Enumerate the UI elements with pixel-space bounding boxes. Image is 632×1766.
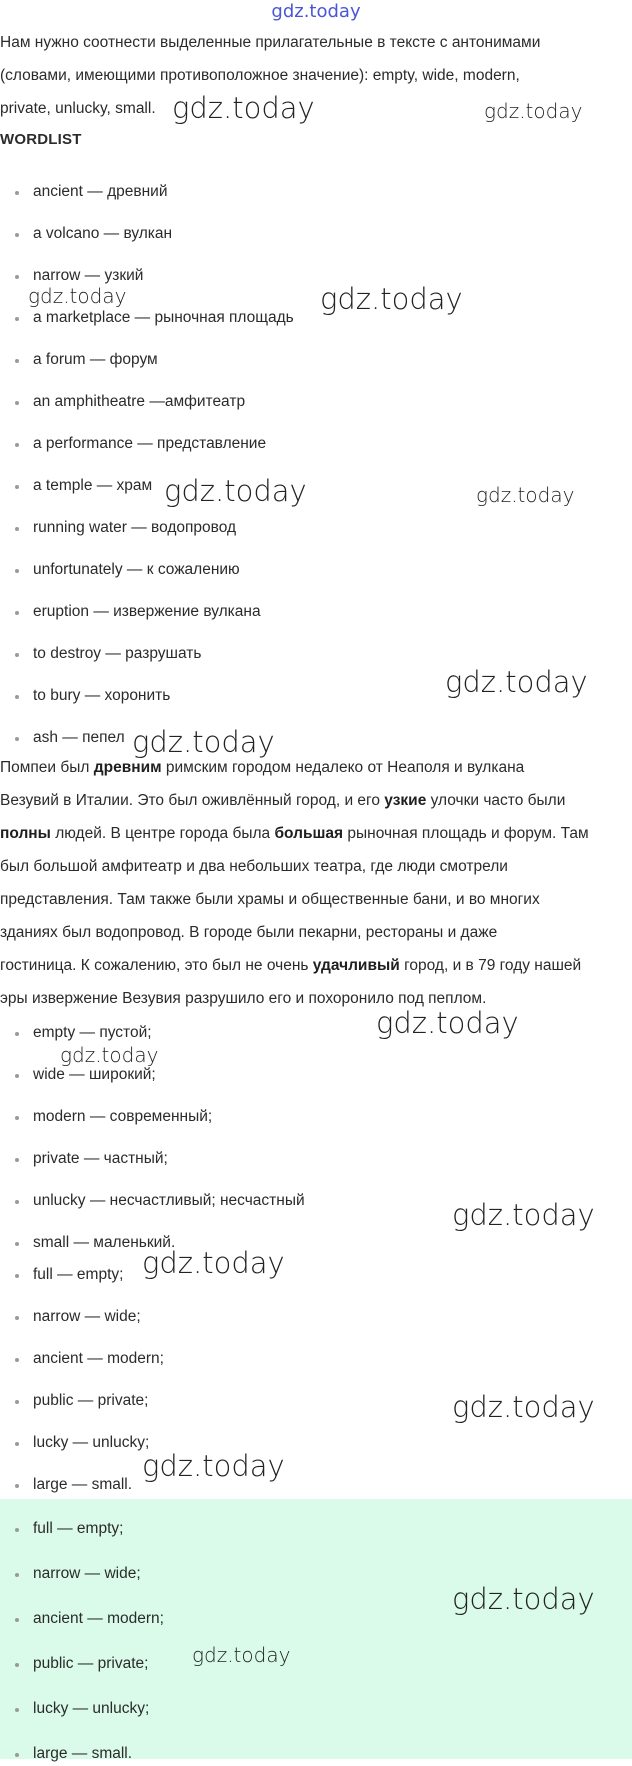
bullet-icon xyxy=(15,359,19,363)
watermark: gdz.today xyxy=(376,1006,519,1040)
highlight-word: древним xyxy=(93,759,162,776)
bullet-icon xyxy=(15,1753,19,1757)
watermark: gdz.today xyxy=(142,1246,285,1280)
watermark: gdz.today xyxy=(60,1043,159,1067)
watermark: gdz.today xyxy=(445,665,588,699)
bullet-icon xyxy=(15,695,19,699)
bullet-icon xyxy=(15,1116,19,1120)
bullet-icon xyxy=(15,485,19,489)
bullet-icon xyxy=(15,1573,19,1577)
bullet-icon xyxy=(15,569,19,573)
translation-paragraph: Помпеи был древним римским городом недалеко от Неаполя и вулкана Везувий в Италии. Это был оживлённый город, и его узкие улочки часто были полны людей. В центре города была большая рыночная площадь и форум. Там был большой амфитеатр и два небольших театра, где люди смотрели представления. Там также были храмы и общественные бани, и во многих зданиях был водопровод. В городе были пекарни, рестораны и даже гостиница. К сожалению, это был не очень удачливый город, и в 79 году нашей эры извержение Везувия разрушило его и похоронило под пеплом. xyxy=(0,759,589,1007)
bullet-icon xyxy=(15,1074,19,1078)
bullet-icon xyxy=(15,1618,19,1622)
bullet-icon xyxy=(15,1274,19,1278)
watermark: gdz.today xyxy=(172,91,315,125)
bullet-icon xyxy=(15,233,19,237)
watermark: gdz.today xyxy=(320,282,463,316)
bullet-icon xyxy=(15,275,19,279)
highlight-word: большая xyxy=(274,825,344,842)
watermark: gdz.today xyxy=(192,1643,291,1667)
answer-box: full — empty; narrow — wide; ancient — modern; public — private; lucky — unlucky; large — small. xyxy=(0,1499,632,1759)
bullet-icon xyxy=(15,1528,19,1532)
watermark: gdz.today xyxy=(452,1582,595,1616)
wordlist-heading: WORDLIST xyxy=(0,131,82,148)
site-logo-mark: gdz.today xyxy=(271,1,361,22)
bullet-icon xyxy=(15,1200,19,1204)
bullet-icon xyxy=(15,527,19,531)
bullet-icon xyxy=(15,1708,19,1712)
watermark: gdz.today xyxy=(452,1390,595,1424)
watermark: gdz.today xyxy=(142,1449,285,1483)
bullet-icon xyxy=(15,611,19,615)
watermark: gdz.today xyxy=(476,483,575,507)
bullet-icon xyxy=(15,1484,19,1488)
bullet-icon xyxy=(15,653,19,657)
intro-line-3: private, unlucky, small. xyxy=(0,100,156,117)
intro-line-1: Нам нужно соотнести выделенные прилагательные в тексте с антонимами xyxy=(0,34,541,51)
bullet-icon xyxy=(15,191,19,195)
watermark: gdz.today xyxy=(164,474,307,508)
intro-line-2: (словами, имеющими противоположное значение): empty, wide, modern, xyxy=(0,67,520,84)
bullet-icon xyxy=(15,1442,19,1446)
bullet-icon xyxy=(15,1158,19,1162)
bullet-icon xyxy=(15,1316,19,1320)
bullet-icon xyxy=(15,1242,19,1246)
bullet-icon xyxy=(15,1400,19,1404)
bullet-icon xyxy=(15,317,19,321)
bullet-icon xyxy=(15,401,19,405)
bullet-icon xyxy=(15,1663,19,1667)
watermark: gdz.today xyxy=(132,725,275,759)
watermark: gdz.today xyxy=(484,99,583,123)
watermark: gdz.today xyxy=(28,284,127,308)
highlight-word: узкие xyxy=(384,792,427,809)
bullet-icon xyxy=(15,1032,19,1036)
bullet-icon xyxy=(15,1358,19,1362)
bullet-icon xyxy=(15,443,19,447)
watermark: gdz.today xyxy=(452,1198,595,1232)
highlight-word: удачливый xyxy=(312,957,400,974)
bullet-icon xyxy=(15,737,19,741)
highlight-word: полны xyxy=(0,825,51,842)
